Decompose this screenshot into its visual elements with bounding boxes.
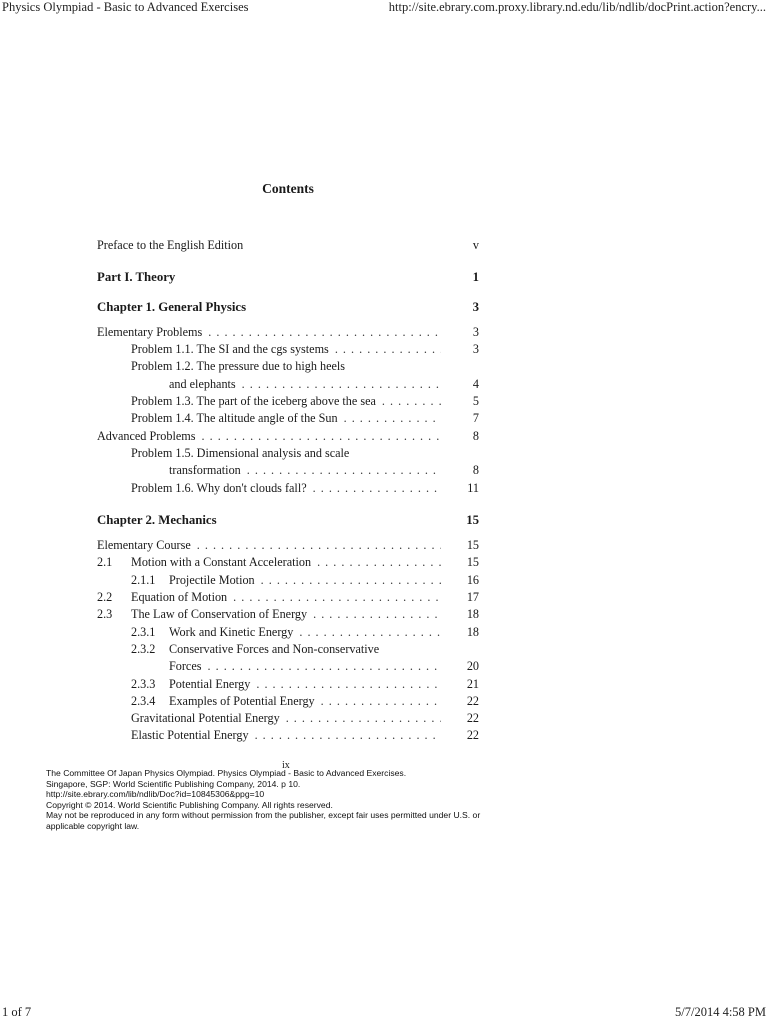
toc-entry-label: Projectile Motion — [169, 572, 255, 587]
toc-entry-page: 22 — [466, 693, 479, 708]
toc-entry-problem — [97, 393, 479, 410]
leader-dots — [261, 572, 441, 589]
toc-entry-number: 2.3.1 — [131, 624, 156, 639]
toc-entry-label: Advanced Problems — [97, 428, 196, 443]
leader-dots — [382, 393, 441, 410]
toc-entry-problem — [97, 410, 479, 427]
toc-entry-page: 22 — [466, 728, 479, 743]
citation-line: The Committee Of Japan Physics Olympiad. Physics Olympiad - Basic to Advanced Exercises. — [46, 768, 407, 778]
toc-entry-problem — [97, 341, 479, 358]
toc-entry-label: and elephants — [169, 376, 236, 391]
copyright-line: applicable copyright law. — [46, 820, 140, 831]
leader-dots — [286, 710, 441, 727]
toc-entry-label: Gravitational Potential Energy — [131, 711, 280, 726]
leader-dots — [335, 341, 441, 358]
toc-entry-section — [97, 537, 479, 554]
toc-entry-label: Chapter 2. Mechanics — [97, 512, 217, 527]
toc-entry-number: 2.3.4 — [131, 693, 156, 708]
toc-entry-page: 18 — [466, 624, 479, 639]
toc-entry-label: Part I. Theory — [97, 270, 176, 285]
toc-entry-numbered — [97, 693, 479, 710]
toc-entry-label: Potential Energy — [169, 676, 251, 691]
leader-dots — [313, 606, 441, 623]
toc-entry-page: 3 — [472, 324, 479, 339]
leader-dots — [313, 480, 441, 497]
toc-entry-page: 8 — [472, 463, 479, 478]
leader-dots — [255, 727, 441, 744]
toc-entry-page: 11 — [467, 480, 479, 495]
toc-entry-problem — [97, 480, 479, 497]
toc-entry-page: 21 — [466, 676, 479, 691]
toc-entry-label: Elementary Problems — [97, 324, 203, 339]
toc-entry-label: Chapter 1. General Physics — [97, 299, 247, 314]
toc-entry-label: transformation — [169, 463, 241, 478]
toc-entry-part — [97, 269, 479, 286]
toc-entry-section — [97, 428, 479, 445]
leader-dots — [233, 589, 441, 606]
copyright-line: Copyright © 2014. World Scientific Publishing Company. All rights reserved. — [46, 799, 333, 810]
toc-entry-label: The Law of Conservation of Energy — [131, 607, 308, 622]
toc-entry-subsection — [97, 727, 479, 744]
leader-dots — [256, 676, 441, 693]
leader-dots — [197, 537, 441, 554]
print-footer-page-count: 1 of 7 — [2, 1005, 32, 1019]
leader-dots — [208, 658, 442, 675]
toc-entry-page: 15 — [466, 512, 479, 527]
toc-entry-page: 3 — [472, 299, 479, 314]
print-footer-timestamp: 5/7/2014 4:58 PM — [675, 1005, 766, 1019]
toc-entry-problem — [97, 445, 479, 462]
toc-entry-problem-cont — [97, 376, 479, 393]
toc-entry-subsection — [97, 710, 479, 727]
toc-entry-page: 17 — [466, 590, 479, 605]
toc-entry-label: Work and Kinetic Energy — [169, 624, 294, 639]
toc-entry-page: 15 — [466, 555, 479, 570]
toc-entry-number: 2.3.3 — [131, 676, 156, 691]
toc-entry-chapter — [97, 299, 479, 316]
toc-entry-number: 2.1 — [97, 555, 113, 570]
table-of-contents — [97, 237, 479, 745]
toc-entry-page: 20 — [466, 659, 479, 674]
toc-entry-numbered — [97, 624, 479, 641]
toc-entry-label: Problem 1.3. The part of the iceberg above the sea — [131, 394, 376, 409]
toc-entry-number: 2.3 — [97, 607, 113, 622]
toc-entry-page: v — [472, 238, 479, 252]
toc-entry-section — [97, 324, 479, 341]
leader-dots — [208, 324, 441, 341]
leader-dots — [344, 410, 441, 427]
leader-dots — [247, 462, 441, 479]
toc-entry-numbered — [97, 676, 479, 693]
toc-entry-page: 8 — [472, 428, 479, 443]
leader-dots — [202, 428, 442, 445]
toc-entry-numbered — [97, 554, 479, 571]
leader-dots — [299, 624, 441, 641]
toc-entry-label: Problem 1.4. The altitude angle of the Sun — [131, 411, 338, 426]
toc-entry-page: 7 — [472, 411, 479, 426]
toc-entry-numbered-cont — [97, 658, 479, 675]
toc-entry-problem-cont — [97, 462, 479, 479]
toc-entry-page: 4 — [472, 376, 479, 391]
print-header-url: http://site.ebrary.com.proxy.library.nd.edu/lib/ndlib/docPrint.action?encry... — [388, 0, 766, 14]
toc-entry-chapter — [97, 512, 479, 529]
toc-entry-label: Conservative Forces and Non-conservative — [169, 641, 380, 656]
toc-entry-number: 2.2 — [97, 590, 113, 605]
toc-entry-label: Problem 1.5. Dimensional analysis and scale — [131, 445, 350, 460]
print-header-title: Physics Olympiad - Basic to Advanced Exercises — [2, 0, 249, 14]
toc-entry-label: Elastic Potential Energy — [131, 728, 249, 743]
citation-link[interactable]: http://site.ebrary.com/lib/ndlib/Doc?id=10845306&ppg=10 — [46, 789, 265, 800]
toc-entry-label: Elementary Course — [97, 538, 191, 553]
leader-dots — [242, 376, 441, 393]
leader-dots — [321, 693, 441, 710]
toc-entry-label: Equation of Motion — [131, 590, 228, 605]
toc-entry-page: 16 — [466, 572, 479, 587]
toc-entry-page: 15 — [466, 538, 479, 553]
citation-line: Singapore, SGP: World Scientific Publishing Company, 2014. p 10. — [46, 778, 301, 789]
leader-dots — [317, 554, 441, 571]
toc-entry-number: 2.3.2 — [131, 641, 156, 656]
toc-entry-label: Motion with a Constant Acceleration — [131, 555, 312, 570]
citation-block — [46, 768, 526, 832]
page-number: ix — [282, 760, 290, 771]
toc-entry-page: 1 — [472, 270, 479, 285]
toc-entry-page: 22 — [466, 711, 479, 726]
toc-entry-preface — [97, 237, 479, 254]
toc-entry-label: Examples of Potential Energy — [169, 693, 315, 708]
contents-heading: Contents — [262, 181, 314, 196]
toc-entry-label: Problem 1.1. The SI and the cgs systems — [131, 342, 329, 357]
toc-entry-page: 5 — [472, 394, 479, 409]
copyright-line: May not be reproduced in any form without permission from the publisher, except fair uses permitted under U.S. or — [46, 810, 481, 821]
toc-entry-page: 18 — [466, 607, 479, 622]
toc-entry-number: 2.1.1 — [131, 572, 156, 587]
toc-entry-label: Preface to the English Edition — [97, 238, 244, 252]
toc-entry-label: Problem 1.6. Why don't clouds fall? — [131, 480, 307, 495]
toc-entry-label: Problem 1.2. The pressure due to high heels — [131, 359, 346, 374]
toc-entry-numbered — [97, 606, 479, 623]
toc-entry-problem — [97, 358, 479, 375]
toc-entry-numbered — [97, 572, 479, 589]
toc-entry-label: Forces — [169, 659, 202, 674]
toc-entry-page: 3 — [472, 342, 479, 357]
toc-entry-numbered — [97, 641, 479, 658]
toc-entry-numbered — [97, 589, 479, 606]
